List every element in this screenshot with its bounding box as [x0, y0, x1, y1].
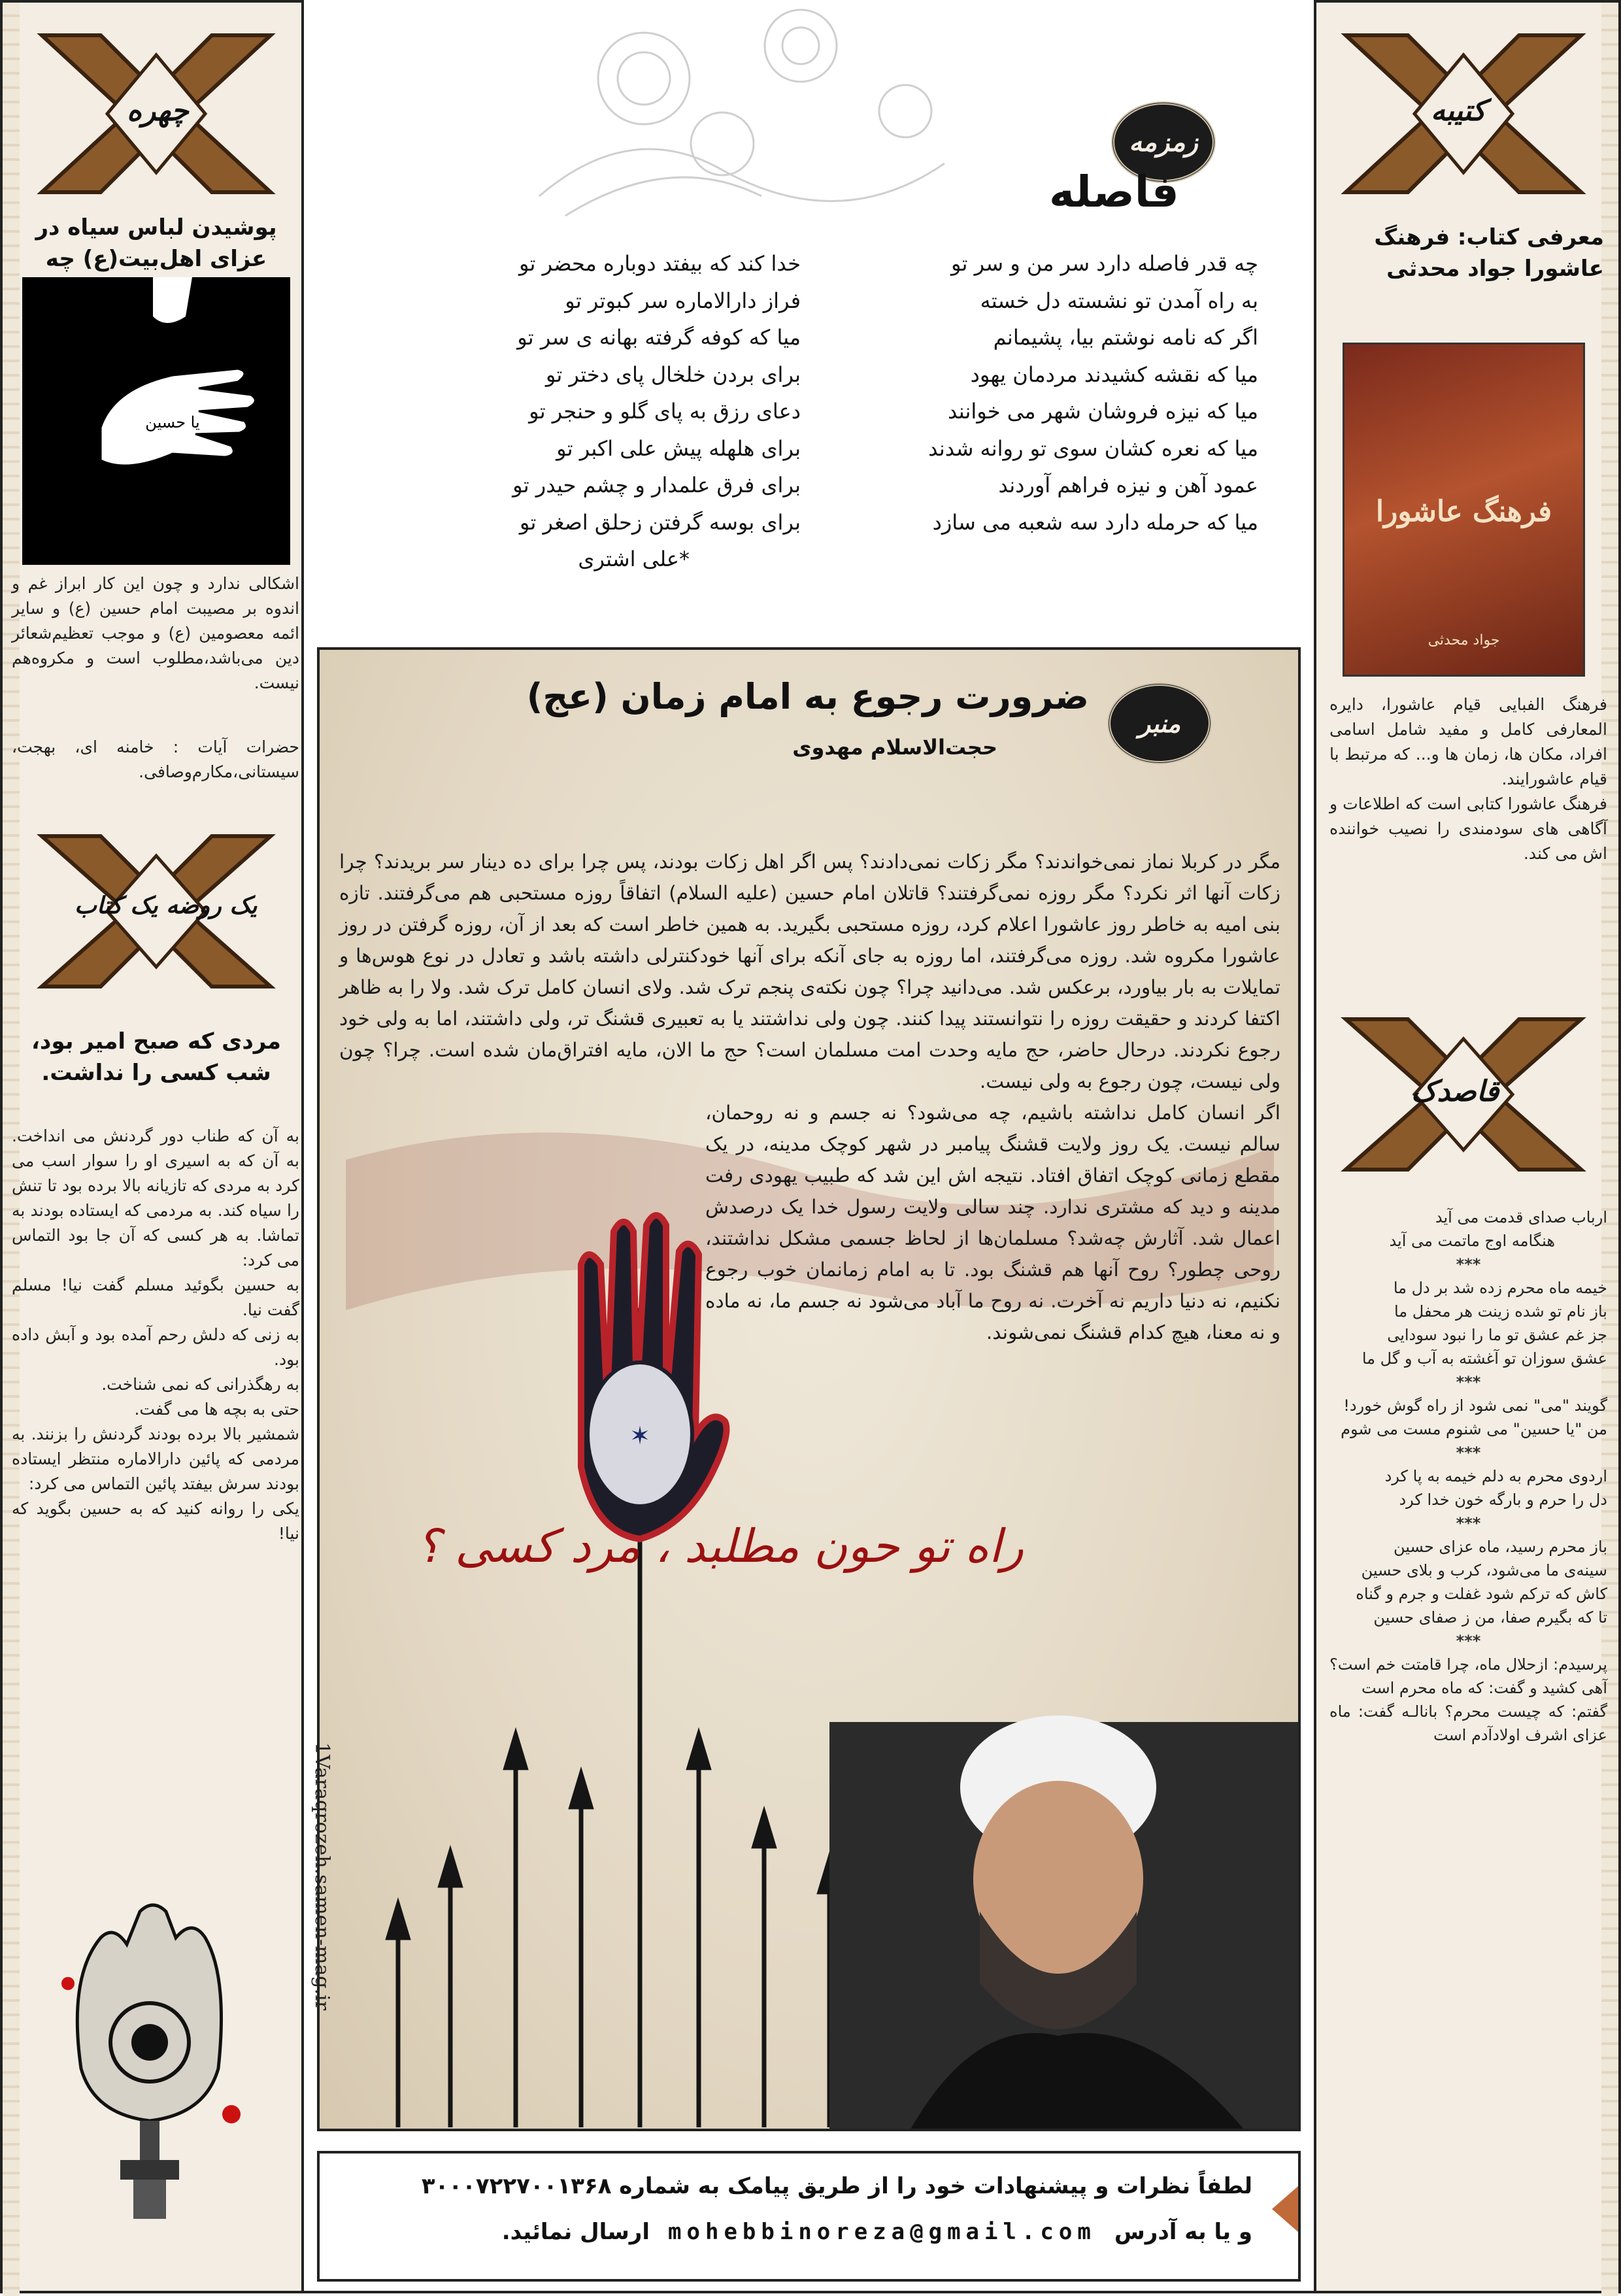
verse-line: خیمه ماه محرم زده شد بر دل ما [1393, 1279, 1607, 1297]
poem-line: میا که نقشه کشیدند مردمان یهود [970, 362, 1258, 387]
poem-line: به راه آمدن تو نشسته دل خسته [980, 288, 1258, 313]
hand-illustration [22, 277, 290, 565]
verse-line: گفتم: که چیست محرم؟ بانالـه گفت: ماه عزای اشرف اولادآدم است [1329, 1702, 1607, 1744]
verse-line: پرسیدم: ازحلال ماه، چرا قامتت خم است؟ آهی کشید و گفت: که ماه محرم است [1329, 1655, 1607, 1697]
verse-separator: *** [1456, 1373, 1481, 1391]
article-paragraph: اگر انسان کامل نداشته باشیم، چه می‌شود؟ نه جسم و نه روحمان، سالم نیست. یک روز ولایت قشنگ پیامبر در شهر کوچک مدینه، در یک مقطع زمانی کوچک اتفاق افتاد. نتیجه اش این شد که طبیب یهودی رفت مدینه و دید که مشتری ندارد. چند سالی ولایت رسول خدا یک درصدش اعمال شد. آثارش چه‌شد؟ مسلمان‌ها از لحاظ جسمی مشکل نداشتند، روحی چطور؟ روح آنها هم قشنگ بود. تا به امام زمانمان خوب رجوع نکنیم، نه دنیا داریم نه آخرت. نه روح ما آباد می‌شود نه جسم ما، نه ماده و نه معنا، هیچ کدام قشنگ نمی‌شوند. [705, 1102, 1280, 1343]
footer-email-suffix: ارسال نمائید. [501, 2219, 650, 2245]
cleric-photo-placeholder [829, 1715, 1301, 2131]
article-author: حجت‌الاسلام مهدوی [792, 735, 997, 760]
story-paragraph: به رهگذرانی که نمی شناخت. [101, 1375, 299, 1394]
book-cover-title: فرهنگ عاشورا [1375, 495, 1552, 528]
verse-line: عشق سوزان تو آغشته به آب و گل ما [1362, 1349, 1607, 1368]
story-paragraph: به حسین بگوئید مسلم گفت نیا! مسلم گفت نیا. [12, 1275, 299, 1319]
emblem-label-katibeh: کتیبه [1431, 94, 1486, 127]
right-border-strip [1601, 3, 1618, 2296]
poem-line: برای هلهله پیش علی اکبر تو [556, 435, 801, 461]
emblem-label-rozeh: یک روضه یک کتاب [75, 892, 258, 919]
book-paragraph: فرهنگ عاشورا کتابی است که اطلاعات و آگاهی های سودمندی را نصیب خواننده اش می کند. [1329, 794, 1607, 863]
story-heading: مردی که صبح امیر بود، شب کسی را نداشت. [31, 1028, 281, 1086]
verse-line: هنگامه اوج ماتمت می آید [1389, 1232, 1555, 1250]
verse-line: سینه‌ی ما می‌شود، کرب و بلای حسین [1361, 1561, 1607, 1579]
footer-line-sms: لطفاً نظرات و پیشنهادات خود را از طریق پیامک به شماره ۳۰۰۰۷۲۲۷۰۰۱۳۶۸ [421, 2173, 1252, 2199]
verse-separator: *** [1456, 1255, 1481, 1274]
verse-line: من "یا حسین" می شنوم مست می شوم [1341, 1420, 1607, 1438]
book-paragraph: فرهنگ الفبایی قیام عاشورا، دایره المعارفی کامل و مفید شامل اسامی افراد، مکان ها، زمان ها و... که مرتبط با قیام عاشورایند. [1329, 695, 1607, 788]
hand-relic-illustration [42, 1899, 258, 2225]
story-paragraph: یکی را روانه کنید که به حسین بگوید که نیا! [12, 1499, 299, 1543]
poem-line: میا که نیزه فروشان شهر می خوانند [947, 399, 1258, 424]
poem-line: برای بردن خلخال پای دختر تو [545, 362, 801, 387]
poem-left-column [356, 245, 801, 578]
poem-line: میا که حرمله دارد سه شعبه می سازد [932, 509, 1258, 535]
verse-line: باز نام تو شده زینت هر محفل ما [1394, 1302, 1607, 1321]
verse-line: کاش که ترکم شود غفلت و جرم و گناه [1356, 1585, 1607, 1603]
story-text [12, 1124, 299, 1546]
article-section [317, 647, 1301, 2131]
poem-line: میا که کوفه گرفته بهانه ی سر تو [517, 325, 801, 350]
verse-line: ارباب صدای قدمت می آید [1435, 1208, 1607, 1226]
article-body [339, 846, 1280, 1348]
verse-line: دل را حرم و بارگه خون خدا کرد [1399, 1491, 1607, 1509]
verse-group [1329, 1206, 1607, 1253]
ornament-emblem-2 [29, 830, 284, 993]
poem-line: برای فرق علمدار و چشم حیدر تو [512, 473, 801, 498]
badge-minbar: منبر [1107, 683, 1212, 764]
story-paragraph: به زنی که دلش رحم آمده بود و آبش داده بود. [12, 1325, 299, 1369]
verse-line: گویند "می" نمی شود از راه گوش خورد! [1343, 1396, 1607, 1415]
verse-group [1329, 1276, 1607, 1370]
story-paragraph: شمشیر بالا برده بودند گردنش را بزنند. به مردمی که پائین دارالاماره منتظر ایستاده بودند سرش بیفتد پائین التماس می کرد: [12, 1425, 299, 1493]
poem-section [304, 0, 1314, 637]
question-heading: پوشیدن لباس سیاه در عزای اهل‌بیت(ع) چه [35, 214, 277, 272]
verses-list [1329, 1206, 1607, 1747]
verse-separator: *** [1456, 1632, 1481, 1650]
story-paragraph: حتی به بچه ها می گفت. [134, 1400, 299, 1419]
svg-text:✶: ✶ [629, 1421, 650, 1450]
poem-title: فاصله [1049, 167, 1179, 217]
article-title: ضرورت رجوع به امام زمان (عج) [526, 676, 1089, 717]
footer-line-email [502, 2219, 1252, 2245]
verse-separator: *** [1456, 1443, 1481, 1462]
verse-group [1329, 1535, 1607, 1629]
verse-line: باز محرم رسید، ماه عزای حسین [1394, 1538, 1607, 1556]
verse-group [1329, 1653, 1607, 1747]
badge-zemzemeh: زمزمه [1111, 101, 1216, 183]
poem-line: اگر که نامه نوشتم بیا، پشیمانم [993, 325, 1258, 350]
poem-line: چه قدر فاصله دارد سر من و سر تو [951, 251, 1258, 276]
verse-separator: *** [1456, 1514, 1481, 1532]
poem-line: عمود آهن و نیزه فراهم آوردند [998, 473, 1258, 498]
article-paragraph: مگر در کربلا نماز نمی‌خواندند؟ مگر زکات نمی‌دادند؟ پس اگر اهل زکات بودند، پس چرا برای ده دینار سر بریدند؟ چرا زکات آنها اثر نکرد؟ مگر روزه نمی‌گرفتند؟ قاتلان امام حسین (علیه السلام) اتفاقاً روزه مستحبی هم می‌گرفتند. تازه بنی امیه به خاطر روز عاشورا اعلام کرد، روزه مستحبی بگیرید. به همین خاطر است که بعد از آن، روزه گرفتن در روز عاشورا مکروه شد. روزه می‌گرفتند، اما روزه به جای آنکه برای آنها خودکنترلی داشته باشد و تعادل در نوع هوس‌ها و تمایلات به بار بیاورد، برعکس شد. می‌دانید چرا؟ چون نکته‌ی پنجم ترک شد. ولای انسان کامل ترک شد. ولا را به ظاهر اکتفا کردند و حقیقت روزه را نتوانستند پیدا کنند. چون ولی نداشتند یا به تعبیری قشنگ تر، ولی داشتند، اما به ولی خود رجوع نکردند. درحال حاضر، حج مایه وحدت امت مسلمان است؟ حج ما الان، مایه افتراق‌مان شده است. چرا؟ چون ولی نیست، چون رجوع به ولی نیست. [339, 851, 1280, 1092]
verse-group [1329, 1394, 1607, 1441]
ornament-emblem-3 [1333, 29, 1594, 199]
footer-email[interactable]: mohebbinoreza@gmail.com [668, 2219, 1096, 2245]
footer-arrow-icon [1272, 2186, 1298, 2232]
ornament-emblem-4 [1333, 1013, 1594, 1176]
story-paragraph: به آن که طناب دور گردنش می انداخت. به آن که به اسیری او را سوار اسب می کرد به مردی که تازیانه بالا برده بود تا تنش را سیاه کند. به مردمی که ایستاده بودند به تماشا. به هر کسی که آن جا بود التماس می کرد: [12, 1126, 299, 1270]
right-column [1314, 0, 1621, 2293]
left-column [0, 0, 304, 2293]
verse-line: تا که بگیرم صفا، من ز صفای حسین [1373, 1608, 1607, 1627]
emblem-label-ghasedak: قاصدک [1411, 1075, 1499, 1108]
poem-line: دعای رزق به پای گلو و حنجر تو [529, 399, 801, 424]
ornament-emblem-1 [29, 29, 284, 199]
verse-line: جز غم عشق تو ما را نبود سودایی [1387, 1326, 1607, 1344]
book-description [1329, 692, 1607, 866]
question-sources: حضرات آیات : خامنه ای، بهجت، سیستانی،مکارم‌وصافی. [12, 737, 299, 781]
poem-signature: *علی اشتری [578, 547, 690, 571]
hand-writing: یا حسین [145, 413, 200, 431]
website-url: 1Varaqrozeh.samen-mag.ir [310, 1742, 333, 2011]
article-slogan: راه تو حون مطلبد ، مرد کسی ؟ [416, 1519, 1024, 1573]
book-heading: معرفی کتاب: فرهنگ عاشورا جواد محدثی [1374, 224, 1604, 282]
poem-line: برای بوسه گرفتن زحلق اصغر تو [519, 509, 801, 535]
book-cover-image [1343, 343, 1585, 677]
question-answer: اشکالی ندارد و چون این کار ابراز غم و اندوه بر مصیبت امام حسین (ع) و سایر ائمه معصومین (ع) و موجب تعظیم‌شعائر دین می‌باشد،مطلوب است و مکروه‌هم نیست. [12, 574, 299, 692]
verse-line: اردوی محرم به دلم خیمه به پا کرد [1384, 1467, 1607, 1485]
book-cover-author: جواد محدثی [1428, 632, 1500, 649]
poem-line: خدا کند که بیفتد دوباره محضر تو [519, 251, 801, 276]
verse-group [1329, 1464, 1607, 1511]
black-hand-image [22, 277, 290, 565]
emblem-label-chehreh: چهره [127, 94, 189, 127]
poem-line: میا که نعره کشان سوی تو روانه شدند [928, 435, 1258, 461]
poem-line: فراز دارالاماره سر کبوتر تو [565, 288, 801, 313]
footer-email-prefix: و یا به آدرس [1114, 2219, 1252, 2245]
poem-right-column [853, 245, 1258, 541]
footer-contact-box [317, 2151, 1301, 2282]
